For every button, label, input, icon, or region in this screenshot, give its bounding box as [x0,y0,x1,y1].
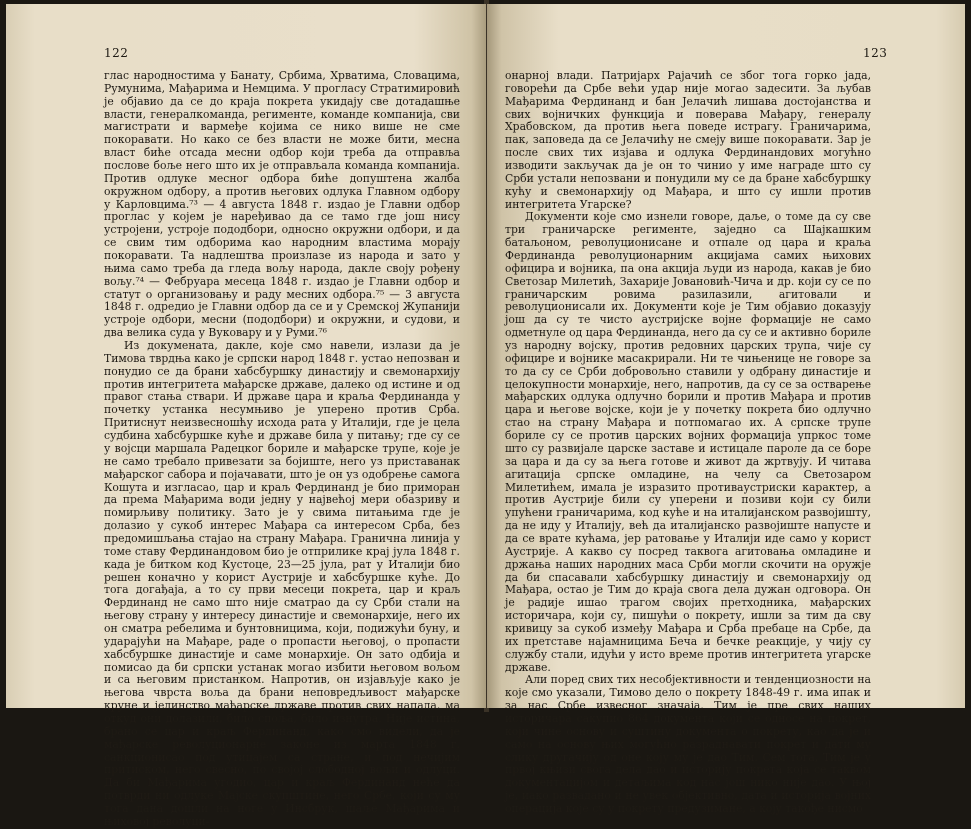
paragraph: Али поред свих тих несобјективности и тенденциозности на које смо указали, Тимово дело о покрету 1848-49 г. има ипак и за нас Србе извесног значаја. Тим је пре свих наших историчара сакупио 864 документа који се односе на покрет, који чине основу и суштину документа о покрету, као да је и само на основу њих могућно разраднавати покрет и дати му слику другачију од оне коју му је дао Тим. Сем тога, Тим је у првој књизи свога дела дао и историју покрета која се таквом документацијом и детаљима код нас још нико није дао. У њој је, иако развадано и не увек објективно, дата и историја војних операција које су у покрету предузимане, а којy такође нисмо [505,673,871,815]
right-page [487,4,965,815]
right-page-text [505,70,871,816]
right-page-number: 123 [863,46,888,60]
left-page [6,4,486,828]
left-page-number: 122 [104,46,129,60]
left-page-text [104,70,460,829]
paragraph: глас народностима у Банату, Србима, Хрватима, Словацима, Румунима, Мађарима и Немцима. У прогласу Стратимировић је објавио да се до краја покрета укидају све дотадашње власти, генералкоманда, регименте, команде компанија, сви магистрати и вармеђе којима се нико више не сме покоравати. Но како се без власти не може бити, месна власт биће отсада месни одбор који треба да отправља послове боље него што их је отправљала команда компанија. Против одлуке месног одбора биће допуштена жалба окружном одбору, а против његових одлука Главном одбору у Карловцима.⁷³ — 4 августа 1848 г. издао је Главни одбор проглас у којем је наређивао да се тамо где још нису устројени, устроје пододбори, односно окружни одбори, и да се свим тим одборима као народним властима морају покоравати. Та надлештва произлазе из народа и зато у њима само треба да гледа вољу народа, дакле своју рођену вољу.⁷⁴ — Фебруара месеца 1848 г. издао је Главни одбор и статут о организовању и раду месних одбора.⁷⁵ — 3 августа 1848 г. одредио је Главни одбор да се и у Сремској Жупанији устроје одбори, месни (пододбори) и окружни, и судови, и два велика суда у Вуковару и у Руми.⁷⁶ [104,69,460,340]
paragraph: Из докумената, дакле, које смо навели, излази да је Тимова тврдња како је српски народ 1848 г. устао непозван и понудио се да брани хабсбуршку династију и свемонархију против интегритета мађарске државе, далеко од истине и од правог стања ствари. И државе царa и краља Фердинанда у почетку устанка несумњиво је уперено против Срба. Притиснут неизвесношћу исхода рата у Италији, где је цела судбина хабсбуршке куће и државе била у питању; где су се у војсци маршала Радецког бориле и мађарске трупе, које је не само требало привезати за бојиште, него уз приставанак мађарског сабора и појачавати, што је он уз одобрење самога Кошута и изгласао, цар и краљ Фердинанд је био приморан да према Мађарима води једну у највећој мери обазриву и помирљиву политику. Зато је у свима питањима где је долазио у сукоб интерес Мађара са интересом Срба, без предомишљања стајао на страну Мађара. Гранична линија у томе ставу Фердинандовом био је отприлике крај јула 1848 г. када је битком код Кустоце, 23—25 јула, рат у Италији био решен коначно у корист Аустрије и хабсбуршке куће. До тога догађаја, а то су први месеци покрета, цар и краљ Фердинанд не само што није сматрао да су Срби стали на његову страну у интересу династије и свемонархије, него их он сматра ребелима и бунтовницима, који, подижући буну, и ударајући на Мађаре, раде о пропасти његовој, о пропасти хабсбуршке династије и саме монархије. Он зато одбија и помисао да би српски устанак могао избити његовом вољом и са његовим пристанком. Напротив, он изјављује како је његова чврста воља да брани неповредљивост мађарске круне и јединство мађарске државе против свих напада, ма откуд они долазили, било споља, било изнутра. Није истина, брано се цар и краљ Фердинанд, како смо видели, да је мађарске револуционарне законе из марта 1848 г. санкционисао под утицајем са стране, и под нечијим притиском, него свесно, по својој слободној вољи и одлуци. Да би Мађарима угодио, цар и краљ Фердинанд неће да потврди ни одлуке Мајске скупштине, него Србе, који су му тога дана дошли на ноге у Инсбрук, шаље Мађарима и њиховој револуци- [104,339,460,828]
paragraph: Документи које смо изнели говоре, даље, о томе да су све три граничарске регименте, заједно са Шајкашким батаљоном, револуционисане и отпале од цара и краља Фердинанда револуционарним акцијама самих њихових официра и војника, па она акција људи из народа, какав је био Светозар Милетић, Захарије Јовановић-Чича и др. који су се по граничарским ровима разилазили, агитовали и револуционисали их. Документи које је Тим објавио доказују још да су те чисто аустријске војне формације не само одметнуле од цара Фердинанда, него да су се и активно бориле уз народну војску, против редовних царских трупа, чије су официре и војнике масакрирали. Ни те чињенице не говоре за то да су се Срби добровољно ставили у одбрану династије и целокупности монархије, него, напротив, да су се за остварење мађарских одлука одлучно борили и против Мађара и против цара и његове војске, који је у почетку покрета био одлучно стао на страну Мађара и потпомагао их. А српске трупе бориле су се против царских војних формација упркос томе што су развијале царске заставе и истицале пароле да се боре за цара и да су за њега готове и живот да жртвују. И читава агитација српске омладине, на челу са Светозаром Милетићем, имала је изразито противаустриски карактер, а против Аустрије били су уперени и позиви који су били упућени граничарима, код куће и на италијанском развојишту, да не иду у Италију, већ да италијанско развојиште напусте и да се врате кућама, јер ратовање у Италији иде само у корист Аустрије. А какво су посред таквога агитовања омладине и држања наших народних маса Срби могли скочити на оружје да би спасавали хабсбуршку династију и свемонархију од Мађара, остао је Тим до краја свога дела дужан одговора. Он је радије ишао трагом својих претходника, мађарских историчара, који су, пишући о покрету, ишли за тим да сву кривицу за сукоб између Мађара и Срба пребаце на Србе, да их претставе најамницима Беча и бечке реакције, у чију су службу стали, идући у исто време против интегритета угарске државе. [505,210,871,674]
paragraph: онарној влади. Патријарх Рајачић се због тога горко јада, говорећи да Србе већи удар није могао задесити. За љубав Мађарима Фердинанд и бан Јелачић лишава достојанства и свих војничких функција и поверава Мађару, генералу Храбовском, да против њега поведе истрагу. Граничарима, пак, заповеда да се Јелачићу не смеју више покоравати. Зар је после свих тих изјава и одлука Фердинандових могућно изводити закључак да је он то чинио у име награде што су Срби устали непозвани и понудили му се да бране хабсбуршку кућу и свемонархију од Мађара, и што су ишли против интегритета Угарске? [505,69,871,211]
